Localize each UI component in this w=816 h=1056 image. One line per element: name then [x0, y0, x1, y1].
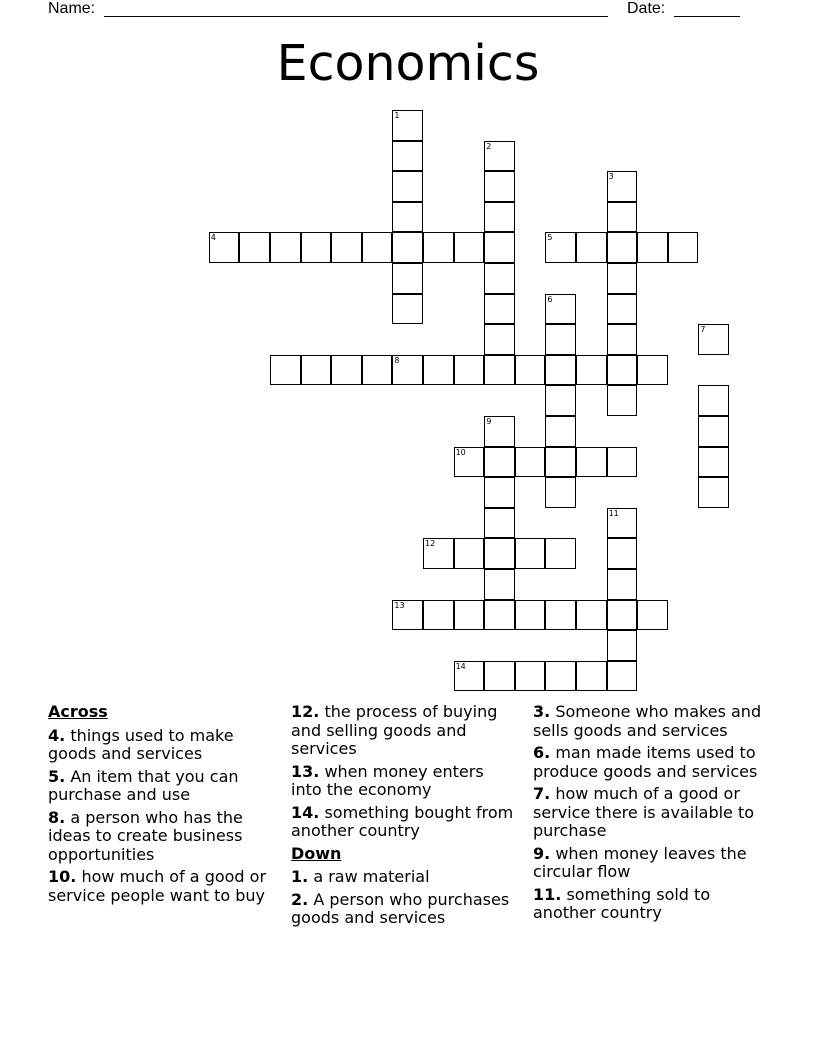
- clue-down-7: [533, 785, 765, 841]
- clue-text: a raw material: [313, 867, 430, 886]
- clue-number-label: 8: [394, 355, 400, 365]
- crossword-cell[interactable]: [484, 538, 515, 569]
- crossword-cell[interactable]: [637, 355, 668, 386]
- clue-text: how much of a good or service people want to buy: [48, 867, 267, 905]
- clue-across-12: [291, 703, 519, 759]
- crossword-cell[interactable]: [545, 294, 576, 325]
- crossword-cell[interactable]: [545, 447, 576, 478]
- clue-column-1: [48, 703, 278, 909]
- clue-down-3: [533, 703, 765, 740]
- clue-across-4: [48, 727, 278, 764]
- clue-number: 5.: [48, 766, 66, 786]
- crossword-cell[interactable]: [392, 202, 423, 233]
- clue-across-13: [291, 763, 519, 800]
- crossword-cell[interactable]: [515, 447, 546, 478]
- clue-down-9: [533, 845, 765, 882]
- crossword-cell[interactable]: [270, 232, 301, 263]
- crossword-cell[interactable]: [698, 477, 729, 508]
- crossword-cell[interactable]: [576, 232, 607, 263]
- date-label: Date:: [627, 0, 666, 17]
- clue-number-label: 10: [455, 447, 466, 457]
- crossword-cell[interactable]: [607, 263, 638, 294]
- crossword-cell[interactable]: [331, 232, 362, 263]
- crossword-cell[interactable]: [484, 447, 515, 478]
- clue-number-label: 13: [394, 600, 405, 610]
- crossword-cell[interactable]: [515, 538, 546, 569]
- clue-number: 4.: [48, 725, 66, 745]
- clue-column-2: [291, 703, 519, 932]
- crossword-cell[interactable]: [423, 600, 454, 631]
- crossword-cell[interactable]: [637, 232, 668, 263]
- clue-number: 2.: [291, 889, 309, 909]
- crossword-cell[interactable]: [484, 416, 515, 447]
- name-label: Name:: [48, 0, 96, 17]
- crossword-cell[interactable]: [239, 232, 270, 263]
- clue-number-label: 7: [700, 325, 706, 335]
- crossword-cell[interactable]: [423, 538, 454, 569]
- clue-text: A person who purchases goods and services: [291, 889, 510, 927]
- clue-text: when money leaves the circular flow: [533, 843, 747, 881]
- clue-number: 11.: [533, 884, 562, 904]
- clue-number: 10.: [48, 867, 77, 886]
- clue-down-1: [291, 868, 519, 887]
- crossword-cell[interactable]: [362, 355, 393, 386]
- clue-number: 7.: [533, 784, 551, 803]
- crossword-cell[interactable]: [484, 141, 515, 172]
- crossword-cell[interactable]: [576, 355, 607, 386]
- crossword-cell[interactable]: [454, 538, 485, 569]
- clue-number: 1.: [291, 867, 309, 886]
- clue-text: something sold to another country: [533, 884, 711, 922]
- clue-text: how much of a good or service there is available to purchase: [533, 784, 755, 840]
- clue-number: 14.: [291, 802, 320, 822]
- crossword-cell[interactable]: [454, 447, 485, 478]
- clue-down-11: [533, 886, 765, 923]
- crossword-cell[interactable]: [392, 110, 423, 141]
- clue-number-label: 9: [486, 417, 492, 426]
- crossword-cell[interactable]: [545, 385, 576, 416]
- crossword-cell[interactable]: [484, 294, 515, 325]
- clue-number: 6.: [533, 743, 551, 762]
- crossword-cell[interactable]: [515, 661, 546, 692]
- clue-text: Someone who makes and sells goods and services: [533, 702, 762, 740]
- crossword-cell[interactable]: [607, 508, 638, 539]
- crossword-cell[interactable]: [637, 600, 668, 631]
- crossword-cell[interactable]: [301, 232, 332, 263]
- crossword-cell[interactable]: [301, 355, 332, 386]
- crossword-cell[interactable]: [607, 171, 638, 202]
- clue-down-6: [533, 744, 765, 781]
- crossword-cell[interactable]: [607, 569, 638, 600]
- crossword-cell[interactable]: [484, 477, 515, 508]
- crossword-cell[interactable]: [454, 232, 485, 263]
- clue-number: 9.: [533, 843, 551, 863]
- clue-text: a person who has the ideas to create business opportunities: [48, 807, 243, 864]
- crossword-cell[interactable]: [484, 355, 515, 386]
- crossword-cell[interactable]: [576, 447, 607, 478]
- clue-across-8: [48, 809, 278, 865]
- crossword-cell[interactable]: [423, 232, 454, 263]
- crossword-cell[interactable]: [607, 232, 638, 263]
- crossword-cell[interactable]: [607, 630, 638, 661]
- crossword-cell[interactable]: [392, 171, 423, 202]
- crossword-cell[interactable]: [423, 355, 454, 386]
- crossword-cell[interactable]: [607, 385, 638, 416]
- crossword-cell[interactable]: [545, 324, 576, 355]
- crossword-cell[interactable]: [576, 600, 607, 631]
- crossword-cell[interactable]: [545, 538, 576, 569]
- crossword-cell[interactable]: [484, 324, 515, 355]
- clue-number: 12.: [291, 702, 320, 721]
- crossword-cell[interactable]: [454, 355, 485, 386]
- crossword-cell[interactable]: [484, 202, 515, 233]
- crossword-cell[interactable]: [545, 661, 576, 692]
- clue-number: 13.: [291, 761, 320, 781]
- clue-number: 8.: [48, 807, 66, 827]
- crossword-cell[interactable]: [607, 202, 638, 233]
- clue-number-label: 14: [455, 661, 466, 671]
- crossword-cell[interactable]: [607, 447, 638, 478]
- clue-text: things used to make goods and services: [48, 725, 234, 763]
- crossword-cell[interactable]: [454, 661, 485, 692]
- crossword-cell[interactable]: [545, 355, 576, 386]
- crossword-cell[interactable]: [545, 477, 576, 508]
- clue-text: An item that you can purchase and use: [48, 766, 239, 804]
- crossword-cell[interactable]: [576, 661, 607, 692]
- clue-across-14: [291, 804, 519, 841]
- clue-text: something bought from another country: [291, 802, 514, 840]
- clue-column-3: [533, 703, 765, 927]
- crossword-cell[interactable]: [392, 294, 423, 325]
- crossword-cell[interactable]: [362, 232, 393, 263]
- crossword-cell[interactable]: [392, 141, 423, 172]
- crossword-cell[interactable]: [545, 600, 576, 631]
- crossword-cell[interactable]: [392, 600, 423, 631]
- clue-text: the process of buying and selling goods and services: [291, 702, 498, 758]
- clue-number-label: 11: [608, 508, 619, 518]
- crossword-cell[interactable]: [484, 600, 515, 631]
- clue-number-label: 6: [547, 294, 553, 304]
- crossword-cell[interactable]: [484, 263, 515, 294]
- page-title: Economics: [276, 35, 540, 92]
- crossword-cell[interactable]: [515, 355, 546, 386]
- crossword-cell[interactable]: [607, 661, 638, 692]
- crossword-cell[interactable]: [668, 232, 699, 263]
- crossword-cell[interactable]: [484, 171, 515, 202]
- crossword-cell[interactable]: [209, 232, 240, 263]
- crossword-cell[interactable]: [484, 232, 515, 263]
- crossword-cell[interactable]: [484, 661, 515, 692]
- clue-down-2: [291, 891, 519, 928]
- clue-across-5: [48, 768, 278, 805]
- crossword-cell[interactable]: [270, 355, 301, 386]
- crossword-cell[interactable]: [484, 569, 515, 600]
- crossword-cell[interactable]: [484, 508, 515, 539]
- crossword-cell[interactable]: [545, 232, 576, 263]
- crossword-cell[interactable]: [331, 355, 362, 386]
- crossword-cell[interactable]: [545, 416, 576, 447]
- clue-number-label: 3: [608, 172, 614, 182]
- crossword-cell[interactable]: [392, 263, 423, 294]
- crossword-cell[interactable]: [698, 416, 729, 447]
- crossword-cell[interactable]: [607, 355, 638, 386]
- clue-across-10: [48, 868, 278, 905]
- crossword-cell[interactable]: [698, 447, 729, 478]
- crossword-cell[interactable]: [607, 600, 638, 631]
- clue-number-label: 2: [486, 141, 492, 151]
- crossword-cell[interactable]: [698, 324, 729, 355]
- crossword-cell[interactable]: [607, 538, 638, 569]
- clue-text: when money enters into the economy: [291, 761, 484, 799]
- clue-number-label: 5: [547, 233, 553, 243]
- clue-number: 3.: [533, 702, 551, 721]
- across-heading: Across: [48, 702, 108, 721]
- crossword-cell[interactable]: [607, 294, 638, 325]
- crossword-cell[interactable]: [698, 385, 729, 416]
- clue-number-label: 4: [210, 233, 216, 243]
- clue-number-label: 12: [425, 539, 436, 549]
- down-heading: Down: [291, 843, 342, 863]
- crossword-cell[interactable]: [515, 600, 546, 631]
- clue-text: man made items used to produce goods and services: [533, 743, 758, 781]
- clue-number-label: 1: [394, 111, 400, 120]
- crossword-cell[interactable]: [392, 355, 423, 386]
- crossword-cell[interactable]: [607, 324, 638, 355]
- crossword-cell[interactable]: [454, 600, 485, 631]
- crossword-cell[interactable]: [392, 232, 423, 263]
